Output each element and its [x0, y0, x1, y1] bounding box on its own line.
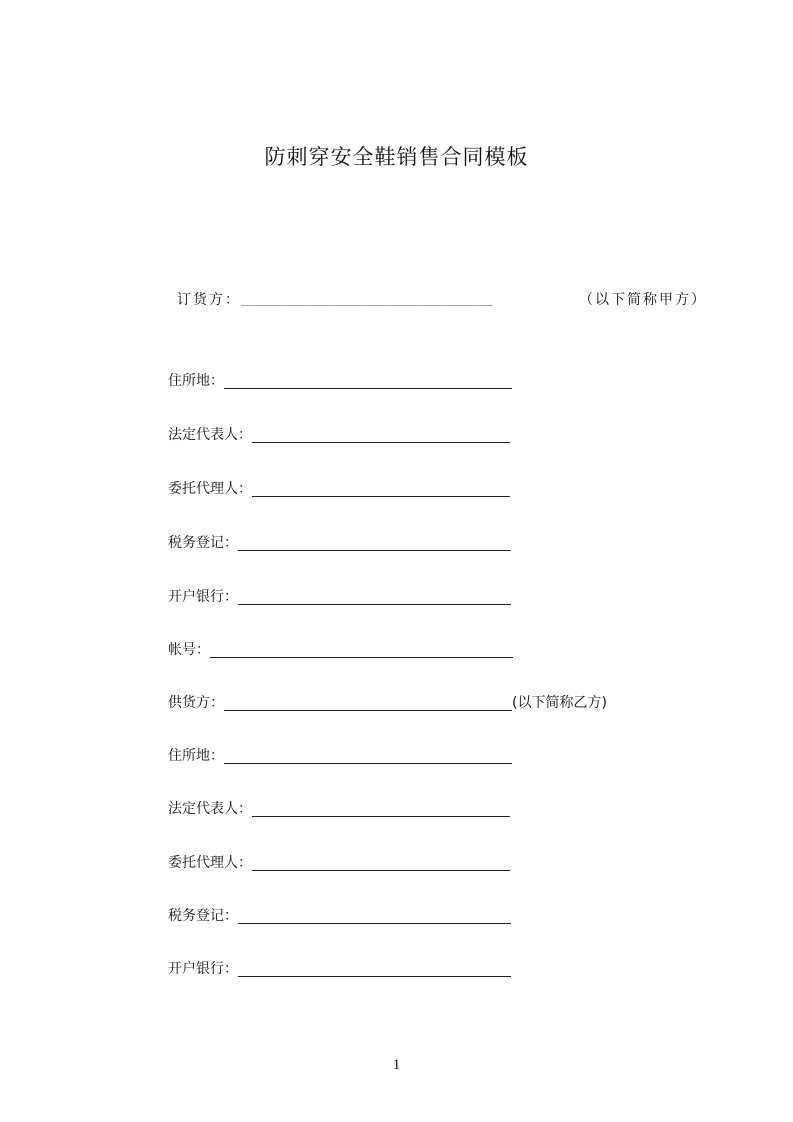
seller-suffix: (以下简称乙方): [512, 695, 607, 711]
seller-address-blank[interactable]: [224, 748, 512, 764]
buyer-label: 订货方：: [177, 292, 241, 308]
buyer-tax-line: [168, 532, 511, 554]
buyer-bank-label: 开户银行：: [168, 589, 238, 605]
buyer-agent-line: [168, 478, 510, 500]
buyer-bank-line: [168, 586, 511, 608]
buyer-address-line: [168, 370, 512, 392]
seller-agent-line: [168, 852, 510, 874]
buyer-account-blank[interactable]: [210, 642, 513, 658]
seller-tax-label: 税务登记：: [168, 908, 238, 924]
buyer-agent-label: 委托代理人：: [168, 481, 252, 497]
buyer-legal-rep-line: [168, 424, 510, 446]
seller-bank-line: [168, 958, 511, 980]
seller-legal-rep-label: 法定代表人：: [168, 801, 252, 817]
buyer-tax-blank[interactable]: [238, 535, 511, 551]
seller-bank-blank[interactable]: [238, 961, 511, 977]
seller-name-blank[interactable]: [224, 695, 512, 711]
seller-address-label: 住所地：: [168, 748, 224, 764]
buyer-account-line: [168, 639, 513, 661]
seller-bank-label: 开户银行：: [168, 961, 238, 977]
seller-label: 供货方：: [168, 695, 224, 711]
buyer-tax-label: 税务登记：: [168, 535, 238, 551]
buyer-name-blank[interactable]: ______________________________________: [241, 293, 493, 306]
page-number: 1: [392, 1057, 401, 1073]
seller-tax-line: [168, 905, 511, 927]
seller-legal-rep-line: [168, 798, 510, 820]
seller-legal-rep-blank[interactable]: [252, 801, 510, 817]
buyer-account-label: 帐号：: [168, 642, 210, 658]
buyer-suffix: （以下简称甲方）: [579, 292, 707, 308]
buyer-agent-blank[interactable]: [252, 481, 510, 497]
seller-agent-label: 委托代理人：: [168, 855, 252, 871]
buyer-address-blank[interactable]: [224, 373, 512, 389]
seller-address-line: [168, 745, 512, 767]
seller-line: [168, 692, 607, 714]
buyer-legal-rep-label: 法定代表人：: [168, 427, 252, 443]
buyer-address-label: 住所地：: [168, 373, 224, 389]
document-title: 防刺穿安全鞋销售合同模板: [264, 145, 529, 169]
seller-agent-blank[interactable]: [252, 855, 510, 871]
buyer-legal-rep-blank[interactable]: [252, 427, 510, 443]
buyer-line: [177, 289, 707, 311]
seller-tax-blank[interactable]: [238, 908, 511, 924]
buyer-bank-blank[interactable]: [238, 589, 511, 605]
